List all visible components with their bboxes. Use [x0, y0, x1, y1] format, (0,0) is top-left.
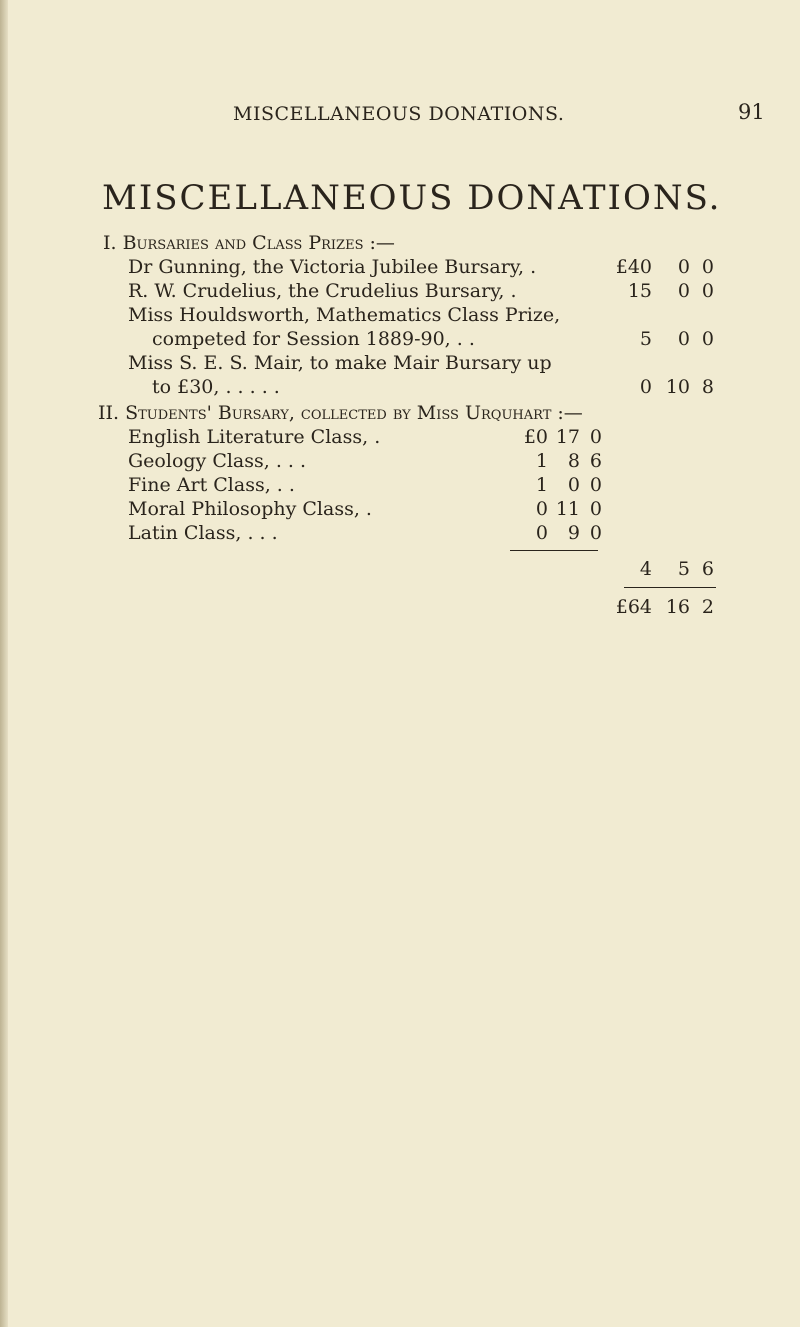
section-1-item-pence: 0 [701, 280, 714, 302]
section-1-item-shillings: 0 [677, 328, 690, 350]
section-1-item-pounds: £40 [615, 256, 652, 278]
section-1-item-text: to £30, . . . . . [152, 376, 280, 398]
section-2-item-pounds: 1 [535, 450, 548, 472]
section-1-item-pounds: 15 [627, 280, 652, 302]
section-2-heading: II. Students' Bursary, collected by Miss Urquhart :— [98, 402, 583, 424]
section-1-item-pounds: 5 [639, 328, 652, 350]
section-2-item-shillings: 8 [567, 450, 580, 472]
section-2-item-pounds: 0 [535, 522, 548, 544]
section-1-heading: I. Bursaries and Class Prizes :— [103, 232, 395, 254]
section-2-item-pence: 0 [589, 474, 602, 496]
total-pence: 2 [701, 596, 714, 618]
section-1-item-shillings: 0 [677, 280, 690, 302]
subtotal-pounds: 4 [639, 558, 652, 580]
section-1-item-text: Miss Houldsworth, Mathematics Class Prize, [128, 304, 561, 326]
page-spine-shadow [0, 0, 8, 1327]
section-1-item-text: R. W. Crudelius, the Crudelius Bursary, . [128, 280, 517, 302]
section-2-item-text: Fine Art Class, . . [128, 474, 295, 496]
section-2-item-shillings: 11 [555, 498, 580, 520]
section-2-item-pence: 0 [589, 522, 602, 544]
total-rule [624, 587, 716, 588]
total-shillings: 16 [665, 596, 690, 618]
section-2-item-pounds: £0 [523, 426, 548, 448]
section-1-item-text: competed for Session 1889-90, . . [152, 328, 475, 350]
section-2-item-text: Geology Class, . . . [128, 450, 307, 472]
section-2-item-text: Latin Class, . . . [128, 522, 278, 544]
section-1-item-shillings: 0 [677, 256, 690, 278]
section-2-item-pence: 6 [589, 450, 602, 472]
page-number: 91 [738, 100, 765, 124]
section-2-item-shillings: 0 [567, 474, 580, 496]
section-2-item-shillings: 17 [555, 426, 580, 448]
section-2-item-pence: 0 [589, 426, 602, 448]
section-2-item-text: English Literature Class, . [128, 426, 381, 448]
running-header: MISCELLANEOUS DONATIONS. [233, 103, 565, 125]
section-2-item-pounds: 1 [535, 474, 548, 496]
section-1-item-pence: 0 [701, 328, 714, 350]
section-2-item-text: Moral Philosophy Class, . [128, 498, 372, 520]
subtotal-shillings: 5 [677, 558, 690, 580]
subtotal-pence: 6 [701, 558, 714, 580]
section-1-item-pence: 8 [701, 376, 714, 398]
section-2-item-pounds: 0 [535, 498, 548, 520]
section-1-item-shillings: 10 [665, 376, 690, 398]
subtotal-rule [510, 550, 598, 551]
section-1-item-pounds: 0 [639, 376, 652, 398]
section-2-item-pence: 0 [589, 498, 602, 520]
section-1-item-text: Dr Gunning, the Victoria Jubilee Bursary, . [128, 256, 537, 278]
page-title: MISCELLANEOUS DONATIONS. [102, 178, 722, 218]
total-pounds: £64 [615, 596, 652, 618]
section-1-item-pence: 0 [701, 256, 714, 278]
section-2-item-shillings: 9 [567, 522, 580, 544]
section-1-item-text: Miss S. E. S. Mair, to make Mair Bursary up [128, 352, 552, 374]
